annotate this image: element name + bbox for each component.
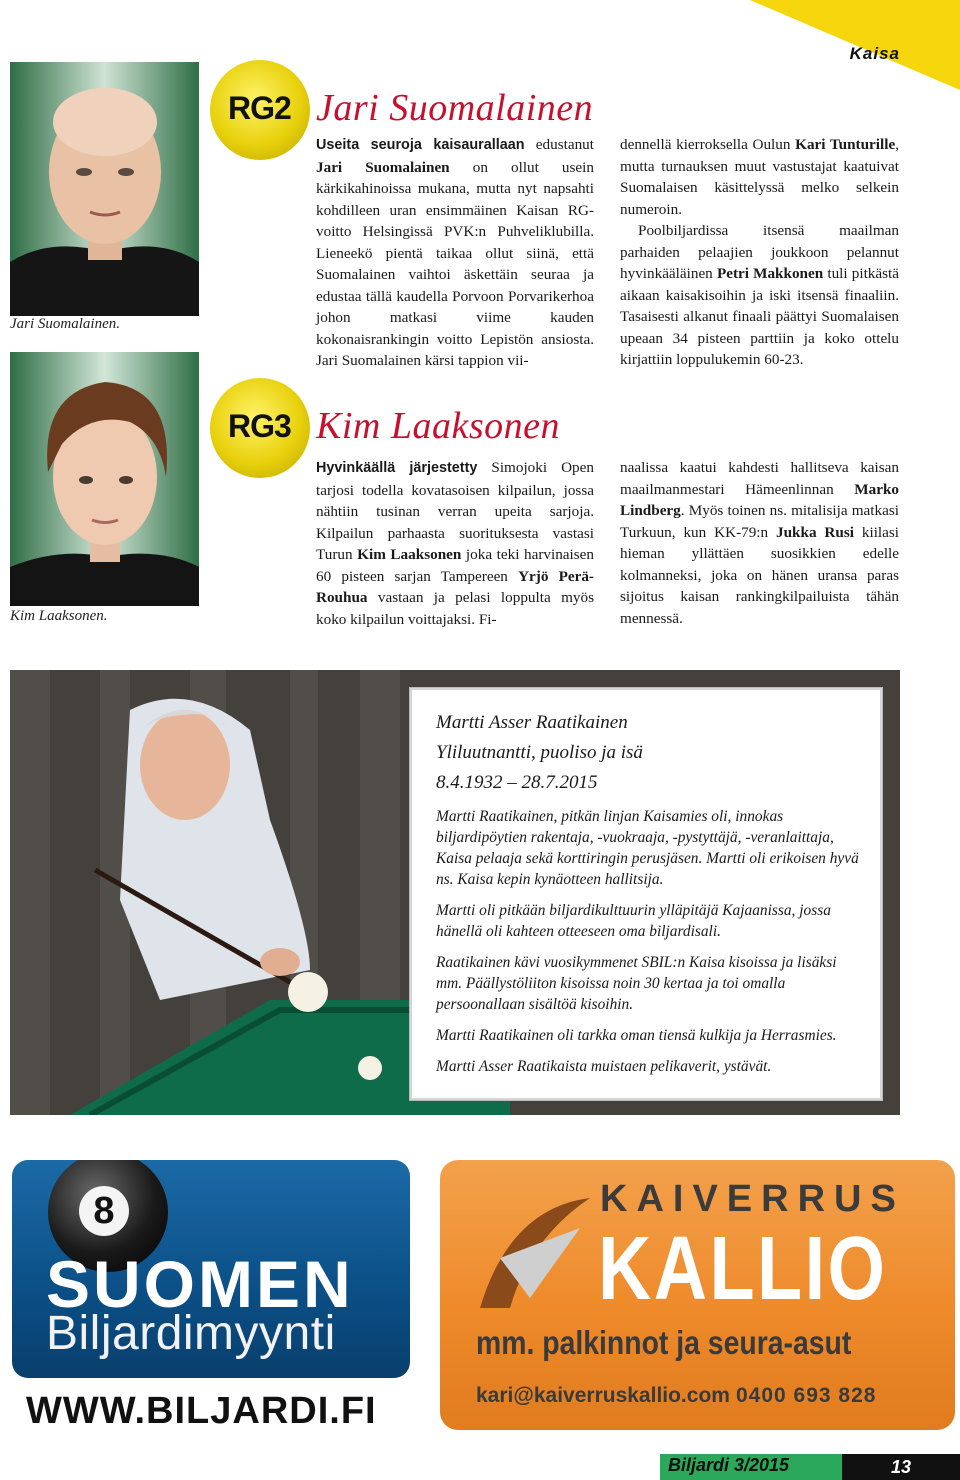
- text-run: . Myös toinen ns. mitalisija matkasi Turkuun, kun KK-79:n: [620, 502, 899, 541]
- text-run: Yrjö Perä-Rouhua: [316, 567, 594, 606]
- text-run: Marko Lindberg: [620, 480, 899, 519]
- article2-column-2: [620, 457, 899, 629]
- text-run: kiilasi hieman yllättäen suosikkien edelle kolmanneksi, joka on hänen uransa paras sijoitus kaisan rankingkilpailuista tähän mennessä.: [620, 523, 899, 627]
- ad-right-main: KALLIO: [598, 1219, 888, 1319]
- article1-col2-paragraph-2: [620, 220, 899, 371]
- memorial-subtitle: Yliluutnantti, puoliso ja isä: [436, 742, 643, 763]
- text-run: Jukka Rusi: [776, 523, 854, 541]
- photo-caption-kim: Kim Laaksonen.: [10, 608, 108, 624]
- section-label: Kaisa: [849, 44, 900, 63]
- text-run: Kari Tunturille: [795, 136, 896, 153]
- ad-kaiverrus-kallio[interactable]: [440, 1160, 955, 1430]
- text-run: Jari Suomalainen: [316, 158, 450, 176]
- ad-left-url[interactable]: WWW.BILJARDI.FI: [26, 1390, 377, 1432]
- text-run: vastaan ja pelasi loppulta myös koko kilpailun voittajaksi. Fi-: [316, 589, 594, 628]
- memorial-text-box: [410, 688, 882, 1100]
- memorial-paragraph-3: Raatikainen kävi vuosikymmenet SBIL:n Kaisa kisoissa ja lisäksi mm. Päällystöliiton kisoissa noin 30 kertaa ja toi omalla persoonallaan sisältöä kisoihin.: [436, 954, 837, 1013]
- text-run: naalissa kaatui kahdesti hallitseva kaisan maailmanmestari Hämeenlinnan: [620, 459, 899, 498]
- text-run: Kim Laaksonen: [357, 546, 462, 563]
- memorial-paragraph-5: Martti Asser Raatikaista muistaen pelikaverit, ystävät.: [436, 1058, 772, 1075]
- eight-ball-icon: 8: [48, 1160, 168, 1272]
- text-run: Poolbiljardissa itsensä maailman parhaiden pelaajien joukkoon pelannut hyvinkääläinen: [620, 222, 899, 282]
- memorial-paragraph-4: Martti Raatikainen oli tarkka oman tiensä kulkija ja Herrasmies.: [436, 1027, 837, 1044]
- memorial-dates: 8.4.1932 – 28.7.2015: [436, 772, 598, 793]
- ad-left-brand-top: SUOMEN: [46, 1247, 354, 1321]
- photo-caption-jari: Jari Suomalainen.: [10, 316, 120, 332]
- memorial-paragraph-2: Martti oli pitkään biljardikulttuurin ylläpitäjä Kajaanissa, jossa hänellä oli kahteen otteeseen oma biljardisali.: [436, 902, 831, 940]
- text-run: Useita seuroja kaisaurallaan: [316, 137, 525, 153]
- kallio-logo-icon: [470, 1188, 600, 1318]
- text-run: on ollut usein kärkikahinoissa mukana, mutta nyt napsahti kohdilleen uran ensimmäinen Kaisan RG-voitto Helsingissä PVK:n Puhveliklubilla. Lieneekö pientä taikaa ollut siinä, että Suomalainen vaihtoi äskettäin seuraa ja edustaa tällä kaudella Porvoon Porvarikerhoa johon matkasi viime kauden kokonaisrankingin voitto Lepistön ansiosta. Jari Suomalainen kärsi tappion vii-: [316, 158, 594, 369]
- ad-left-brand-bottom: Biljardimyynti: [46, 1307, 336, 1360]
- text-run: edustanut: [524, 136, 594, 153]
- ad-right-email[interactable]: kari@kaiverruskallio.com: [476, 1384, 730, 1407]
- article2-col1-paragraph: [316, 457, 594, 630]
- article2-col2-paragraph: [620, 457, 899, 629]
- ad-right-top: KAIVERRUS: [600, 1178, 905, 1220]
- ad-right-slogan: mm. palkinnot ja seura-asut: [476, 1324, 852, 1361]
- text-run: dennellä kierroksella Oulun: [620, 136, 796, 153]
- memorial-paragraph-1: Martti Raatikainen, pitkän linjan Kaisamies oli, innokas biljardipöytien rakentaja, -vuokraaja, -pystyttäjä, -veranlaittaja, Kaisa pelaaja sekä korttiringin perusjäsen. Martti oli erikoisen hyvä ns. Kaisa kepin kynäotteen hallitsija.: [436, 808, 859, 888]
- text-run: Simojoki Open tarjosi todella kovatasoisen kilpailun, jossa nähtiin tusinan verran upeita sarjoja. Kilpailun parhaasta suorituksesta vastasi Turun: [316, 459, 594, 563]
- headline-jari: Jari Suomalainen: [316, 87, 594, 129]
- memorial-name: Martti Asser Raatikainen: [436, 712, 628, 733]
- photo-jari: [10, 62, 199, 316]
- badge-rg3: RG3: [210, 378, 310, 478]
- photo-kim: [10, 352, 199, 606]
- text-run: Hyvinkäällä järjestetty: [316, 460, 478, 476]
- article1-column-2: [620, 134, 899, 371]
- article1-column-1: [316, 134, 594, 372]
- text-run: joka teki harvinaisen 60 pisteen sarjan Tampereen: [316, 546, 594, 585]
- footer-issue: Biljardi 3/2015: [668, 1455, 790, 1475]
- article2-column-1: [316, 457, 594, 630]
- headline-kim: Kim Laaksonen: [316, 405, 560, 447]
- ad-right-phone[interactable]: 0400 693 828: [736, 1384, 877, 1407]
- footer-page-number: 13: [842, 1454, 960, 1480]
- text-run: , mutta turnauksen muut vastustajat kaatuivat Suomalaisen käsittelyssä melko selkein numeroin.: [620, 136, 899, 218]
- badge-rg2: RG2: [210, 60, 310, 160]
- article1-col1-paragraph: [316, 134, 594, 372]
- text-run: Petri Makkonen: [716, 265, 824, 282]
- text-run: tuli pitkästä aikaan kaisakisoihin ja iski itsensä finaaliin. Tasaisesti alkanut finaali päättyi Suomalaisen upeaan 34 pisteen parttiin ja koko ottelu kirjattiin loppulukemin 60-23.: [620, 265, 899, 368]
- article1-col2-paragraph-1: [620, 134, 899, 220]
- ad-suomen-biljardimyynti[interactable]: [12, 1160, 410, 1378]
